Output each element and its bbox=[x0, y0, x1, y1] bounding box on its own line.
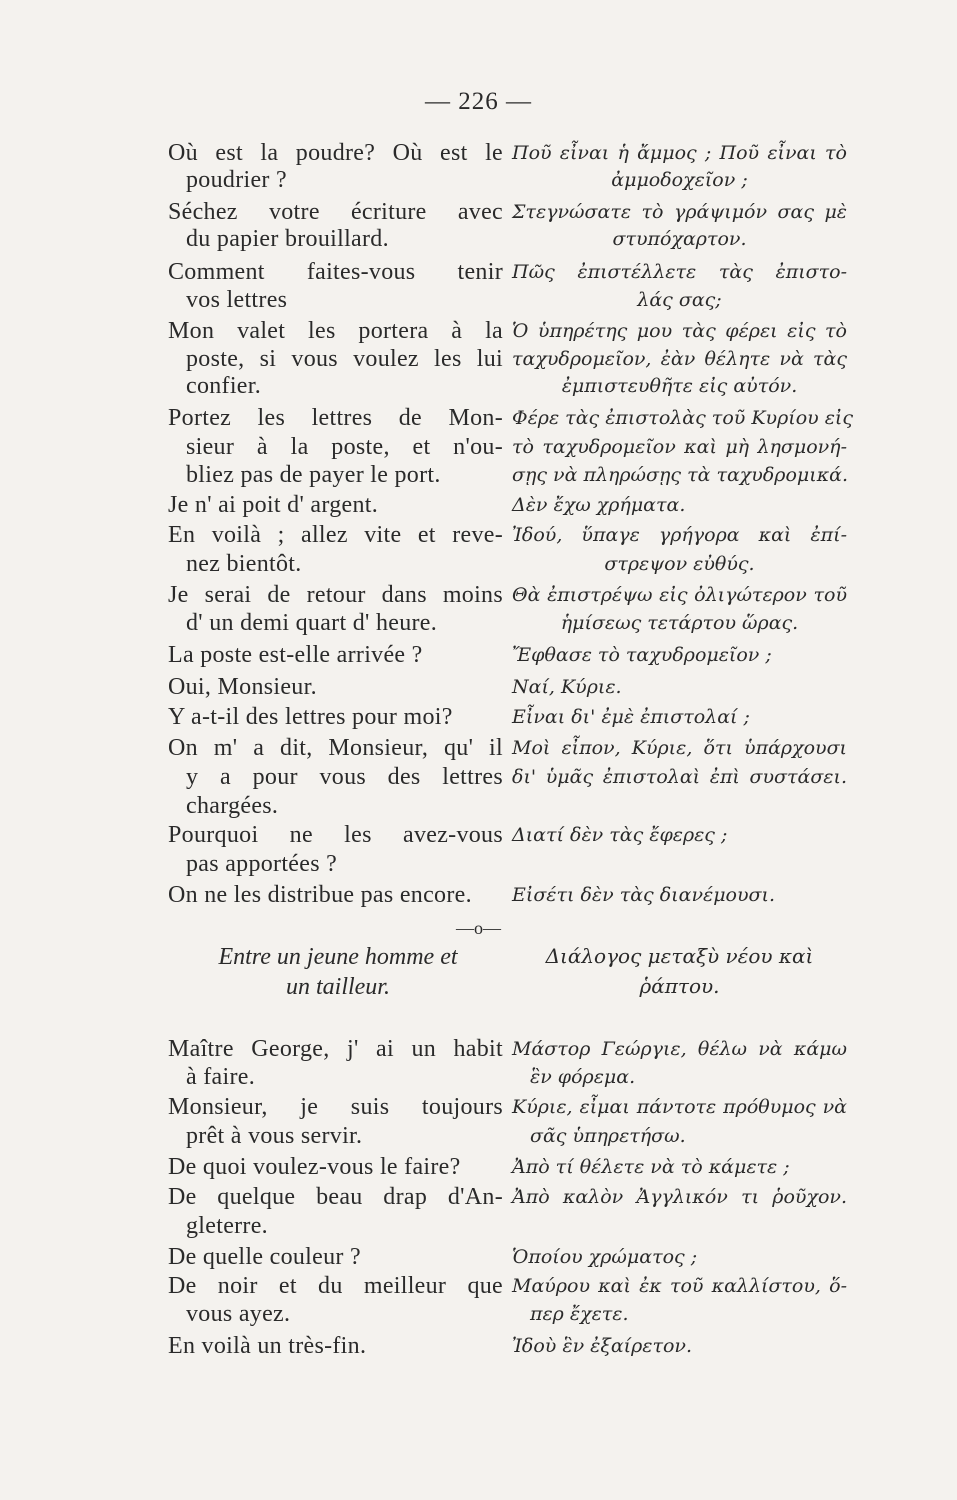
french-line: vous ayez. bbox=[186, 1301, 291, 1327]
french-line: du papier brouillard. bbox=[186, 226, 389, 252]
french-line: gleterre. bbox=[186, 1213, 268, 1239]
greek-line: Ναί, Κύριε. bbox=[512, 676, 622, 698]
french-line: On ne les distribue pas encore. bbox=[168, 882, 472, 908]
greek-line: Εἶναι δι' ἐμὲ ἐπιστολαί ; bbox=[512, 706, 750, 728]
french-line: d' un demi quart d' heure. bbox=[186, 610, 438, 636]
greek-line: Μάστορ Γεώργιε, θέλω νὰ κάμω bbox=[512, 1038, 847, 1060]
greek-line: Εἰσέτι δὲν τὰς διανέμουσι. bbox=[512, 884, 775, 906]
french-line: Maître George, j' ai un habit bbox=[168, 1036, 503, 1062]
greek-line: Διατί δὲν τὰς ἔφερες ; bbox=[512, 824, 728, 846]
french-line: Comment faites-vous tenir bbox=[168, 259, 503, 285]
french-line: Mon valet les portera à la bbox=[168, 318, 503, 344]
greek-line: ἡμίσεως τετάρτου ὥρας. bbox=[560, 612, 799, 634]
greek-line: σᾶς ὑπηρετήσω. bbox=[530, 1125, 686, 1147]
french-line: En voilà un très-fin. bbox=[168, 1333, 367, 1359]
greek-line: Μαύρου καὶ ἐκ τοῦ καλλίστου, ὅ- bbox=[512, 1275, 847, 1297]
french-line: bliez pas de payer le port. bbox=[186, 462, 441, 488]
french-line: De quelle couleur ? bbox=[168, 1244, 361, 1270]
french-line: sieur à la poste, et n'ou- bbox=[186, 434, 503, 460]
greek-line: ἐμπιστευθῆτε εἰς αὐτόν. bbox=[561, 375, 798, 397]
greek-line: Ἔφθασε τὸ ταχυδρομεῖον ; bbox=[512, 644, 772, 666]
greek-heading: Διάλογος μεταξὺ νέου καὶ bbox=[545, 944, 814, 968]
greek-line: Ἀπὸ τί θέλετε νὰ τὸ κάμετε ; bbox=[512, 1156, 790, 1178]
french-line: On m' a dit, Monsieur, qu' il bbox=[168, 735, 503, 761]
greek-line: Κύριε, εἶμαι πάντοτε πρόθυμος νὰ bbox=[512, 1096, 847, 1118]
french-line: En voilà ; allez vite et reve- bbox=[168, 522, 503, 548]
greek-line: δι' ὑμᾶς ἐπιστολαὶ ἐπὶ συστάσει. bbox=[512, 766, 847, 788]
greek-line: Ὁ ὑπηρέτης μου τὰς φέρει εἰς τὸ bbox=[512, 320, 847, 342]
greek-line: Ἰδοὺ ἓν ἐξαίρετον. bbox=[512, 1335, 692, 1357]
greek-line: Θὰ ἐπιστρέψω εἰς ὀλιγώτερον τοῦ bbox=[512, 584, 847, 606]
greek-line: Στεγνώσατε τὸ γράψιμόν σας μὲ bbox=[512, 201, 847, 223]
french-line: prêt à vous servir. bbox=[186, 1123, 363, 1149]
french-line: nez bientôt. bbox=[186, 551, 302, 577]
french-line: Où est la poudre? Où est le bbox=[168, 140, 503, 166]
section-separator: —o— bbox=[456, 918, 501, 938]
greek-line: Φέρε τὰς ἐπιστολὰς τοῦ Κυρίου εἰς bbox=[512, 407, 854, 429]
french-line: Pourquoi ne les avez-vous bbox=[168, 822, 503, 848]
greek-line: Ὁποίου χρώματος ; bbox=[512, 1246, 698, 1268]
greek-line: περ ἔχετε. bbox=[530, 1303, 629, 1325]
french-line: Y a-t-il des lettres pour moi? bbox=[168, 704, 453, 730]
french-line: La poste est-elle arrivée ? bbox=[168, 642, 423, 668]
french-heading: un tailleur. bbox=[285, 974, 390, 1000]
greek-line: στυπόχαρτον. bbox=[612, 228, 747, 250]
greek-line: Δὲν ἔχω χρήματα. bbox=[512, 494, 686, 516]
french-line: poudrier ? bbox=[186, 167, 287, 193]
greek-line: Πῶς ἐπιστέλλετε τὰς ἐπιστο- bbox=[512, 261, 847, 283]
greek-line: Μοὶ εἶπον, Κύριε, ὅτι ὑπάρχουσι bbox=[512, 737, 847, 759]
french-line: Monsieur, je suis toujours bbox=[168, 1094, 503, 1120]
french-line: De quoi voulez-vous le faire? bbox=[168, 1154, 461, 1180]
french-heading: Entre un jeune homme et bbox=[218, 944, 458, 970]
greek-line: ταχυδρομεῖον, ἐὰν θέλητε νὰ τὰς bbox=[512, 348, 847, 370]
french-line: à faire. bbox=[186, 1064, 256, 1090]
greek-line: ἓν φόρεμα. bbox=[530, 1066, 636, 1088]
greek-line: Ἀπὸ καλὸν Ἀγγλικόν τι ῥοῦχον. bbox=[512, 1186, 847, 1208]
greek-line: λάς σας; bbox=[637, 289, 722, 311]
french-line: Oui, Monsieur. bbox=[168, 674, 317, 700]
french-line: Portez les lettres de Mon- bbox=[168, 405, 503, 431]
french-line: confier. bbox=[186, 373, 262, 399]
french-line: poste, si vous voulez les lui bbox=[186, 346, 503, 372]
greek-line: τὸ ταχυδρομεῖον καὶ μὴ λησμονή- bbox=[512, 436, 847, 458]
french-line: Séchez votre écriture avec bbox=[168, 199, 503, 225]
french-line: De quelque beau drap d'An- bbox=[168, 1184, 503, 1210]
greek-heading: ῥάπτου. bbox=[639, 974, 720, 998]
page-number: — 226 — bbox=[425, 88, 532, 115]
french-line: chargées. bbox=[186, 793, 279, 819]
greek-line: Ἰδού, ὕπαγε γρήγορα καὶ ἐπί- bbox=[512, 524, 847, 546]
french-line: y a pour vous des lettres bbox=[186, 764, 503, 790]
greek-line: σῃς νὰ πληρώσῃς τὰ ταχυδρομικά. bbox=[512, 464, 849, 486]
greek-line: στρεψον εὐθύς. bbox=[604, 553, 755, 575]
french-line: pas apportées ? bbox=[186, 851, 338, 877]
french-line: vos lettres bbox=[186, 287, 288, 313]
greek-line: Ποῦ εἶναι ἡ ἄμμος ; Ποῦ εἶναι τὸ bbox=[512, 142, 847, 164]
french-line: De noir et du meilleur que bbox=[168, 1273, 503, 1299]
french-line: Je n' ai poit d' argent. bbox=[168, 492, 379, 518]
greek-line: ἀμμοδοχεῖον ; bbox=[611, 169, 748, 191]
french-line: Je serai de retour dans moins bbox=[168, 582, 503, 608]
